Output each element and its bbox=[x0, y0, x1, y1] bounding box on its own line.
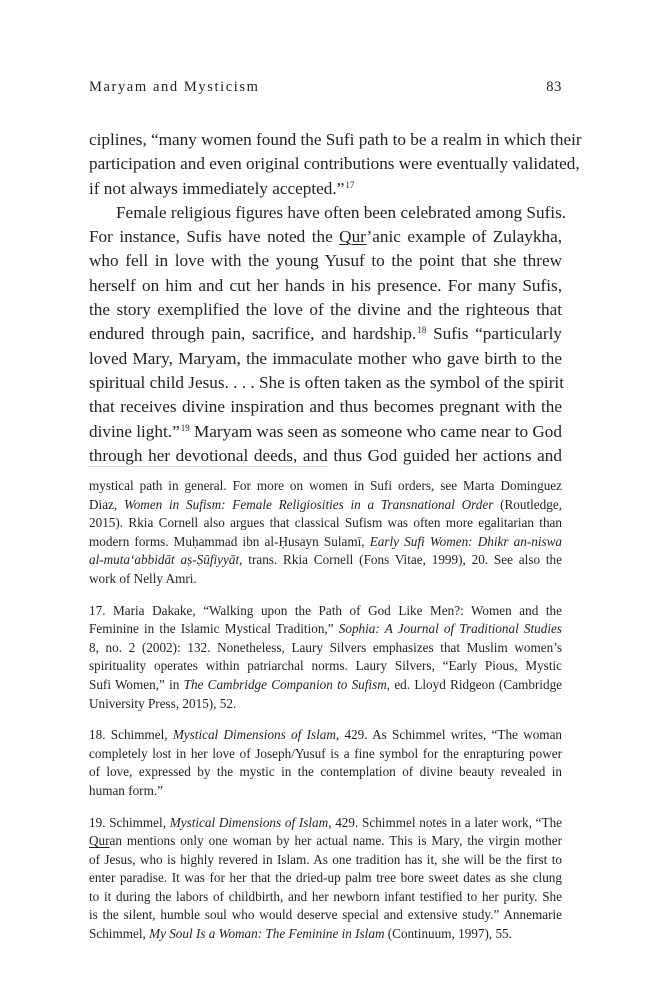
footnote-text: , 429. Schimmel notes in a later work, “The bbox=[328, 814, 563, 830]
footnote-text: , 429. As Schimmel writes, “The woman bbox=[335, 727, 563, 743]
body-line-suffix: ’anic example of Zulaykha, bbox=[366, 227, 562, 247]
footnote-text: an mentions only one woman by her actual name. This is Mary, the virgin mother bbox=[109, 833, 562, 849]
footnote-ref-19[interactable]: 19 bbox=[180, 422, 190, 433]
footnote-text: Sufi Women,” in bbox=[89, 676, 184, 692]
body-line bbox=[89, 420, 562, 444]
footnote-line: University Press, 2015), 52. bbox=[89, 695, 237, 711]
underlined-qur: Qur bbox=[339, 227, 367, 247]
footnote-line bbox=[89, 496, 562, 515]
footnote-line: of Jesus, who is highly revered in Islam. As one tradition has it, she will be the first to bbox=[89, 851, 562, 867]
body-line-text: divine light.” bbox=[89, 421, 180, 441]
footnote-text: , ed. Lloyd Ridgeon (Cambridge bbox=[386, 676, 563, 692]
footnote-text: 18. Schimmel, bbox=[89, 727, 173, 743]
footnote-17 bbox=[89, 602, 562, 714]
body-line: that receives divine inspiration and thus becomes pregnant with the bbox=[89, 397, 562, 417]
footnote-ref-17[interactable]: 17 bbox=[345, 179, 355, 190]
footnote-line: completely lost in her love of Joseph/Yusuf is a fine symbol for the enrapturing power bbox=[89, 745, 562, 761]
footnote-line: human form.” bbox=[89, 782, 163, 798]
body-line: the story exemplified the love of the divine and the righteous that bbox=[89, 300, 562, 320]
body-line-text: Maryam was seen as someone who came near to God bbox=[189, 421, 562, 441]
book-title: Mystical Dimensions of Islam bbox=[169, 814, 329, 830]
footnote-text: , trans. Rkia Cornell (Fons Vitae, 1999), 20. See also the bbox=[239, 552, 562, 568]
body-line-text: Sufis “particularly bbox=[426, 324, 563, 344]
footnote-continued bbox=[89, 477, 562, 589]
footnote-line bbox=[89, 726, 562, 745]
footnote-line: enter paradise. It was for her that the dried-up palm tree bore sweet dates as she clung bbox=[89, 870, 562, 886]
body-line: spiritual child Jesus. . . . She is often taken as the symbol of the spirit bbox=[89, 372, 564, 392]
footnote-separator bbox=[89, 466, 327, 467]
footnote-text: Schimmel, bbox=[89, 926, 150, 942]
footnote-line bbox=[89, 533, 562, 552]
footnote-19 bbox=[89, 814, 562, 944]
footnote-text: (Continuum, 1997), 55. bbox=[384, 926, 512, 942]
footnote-line: work of Nelly Amri. bbox=[89, 570, 197, 586]
footnote-line: is the silent, humble soul who would deserve special and extensive study.” Annemarie bbox=[89, 907, 562, 923]
footnotes bbox=[89, 477, 562, 957]
body-text bbox=[89, 128, 582, 468]
footnote-ref-18[interactable]: 18 bbox=[417, 325, 427, 336]
footnote-text: Feminine in the Islamic Mystical Tradition,” bbox=[89, 621, 339, 637]
page-number: 83 bbox=[546, 79, 562, 95]
book-title: Early Sufi Women: Dhikr an-niswa bbox=[369, 533, 562, 549]
footnote-line: spirituality operates within patriarchal norms. Laury Silvers, “Early Pious, Mystic bbox=[89, 658, 562, 674]
body-line: participation and even original contributions were eventually validated, bbox=[89, 154, 580, 174]
body-line: herself on him and cut her hands in his presence. For many Sufis, bbox=[89, 275, 562, 295]
running-head-title: Maryam and Mysticism bbox=[89, 79, 260, 95]
footnote-line: 17. Maria Dakake, “Walking upon the Path of God Like Men?: Women and the bbox=[89, 602, 562, 618]
footnote-text: (Routledge, bbox=[493, 496, 562, 512]
footnote-line: mystical path in general. For more on women in Sufi orders, see Marta Dominguez bbox=[89, 478, 562, 493]
body-line bbox=[89, 225, 562, 249]
footnote-line bbox=[89, 620, 562, 639]
footnote-line: 8, no. 2 (2002): 132. Nonetheless, Laury Silvers emphasizes that Muslim women’s bbox=[89, 639, 562, 655]
book-title: Women in Sufism: Female Religiosities in a Transnational Order bbox=[123, 496, 494, 512]
footnote-line bbox=[89, 832, 562, 851]
body-line-text: endured through pain, sacrifice, and hardship. bbox=[89, 324, 417, 344]
body-line: Female religious figures have often been celebrated among Sufis. bbox=[116, 202, 567, 222]
footnote-line: of love, expressed by the mystic in the contemplation of divine beauty revealed in bbox=[89, 764, 562, 780]
footnote-line bbox=[89, 551, 562, 570]
body-line: who fell in love with the young Yusuf to the point that she threw bbox=[89, 251, 562, 271]
body-line-text: if not always immediately accepted.” bbox=[89, 178, 345, 198]
footnote-line bbox=[89, 676, 562, 695]
running-head bbox=[89, 77, 562, 97]
footnote-text: 19. Schimmel, bbox=[89, 814, 170, 830]
journal-title: Sophia: A Journal of Traditional Studies bbox=[338, 621, 563, 637]
footnote-18 bbox=[89, 726, 562, 800]
body-line: through her devotional deeds, and thus God guided her actions and bbox=[89, 445, 562, 465]
body-line-prefix: For instance, Sufis have noted the bbox=[89, 227, 340, 247]
book-title: Mystical Dimensions of Islam bbox=[172, 727, 336, 743]
book-title: al-muta‘abbidāt aṣ-Ṣūfiyyāt bbox=[89, 552, 240, 568]
body-line: loved Mary, Maryam, the immaculate mother who gave birth to the bbox=[89, 348, 562, 368]
footnote-line: 2015). Rkia Cornell also argues that classical Sufism was often more egalitarian than bbox=[89, 515, 562, 531]
book-title: My Soul Is a Woman: The Feminine in Islam bbox=[149, 926, 385, 942]
footnote-text: Diaz, bbox=[89, 496, 124, 512]
body-line: ciplines, “many women found the Sufi path to be a realm in which their bbox=[89, 130, 582, 149]
body-line bbox=[89, 177, 562, 201]
book-title: The Cambridge Companion to Sufism bbox=[183, 676, 387, 692]
footnote-line: to it during the labors of childbirth, and her newborn infant testified to her purity. She bbox=[89, 888, 562, 904]
footnote-line bbox=[89, 925, 562, 944]
footnote-line bbox=[89, 814, 562, 833]
body-line bbox=[89, 322, 562, 346]
underlined-qur: Qur bbox=[89, 833, 110, 849]
footnote-text: modern forms. Muḥammad ibn al-Ḥusayn Sulamī, bbox=[89, 533, 370, 549]
